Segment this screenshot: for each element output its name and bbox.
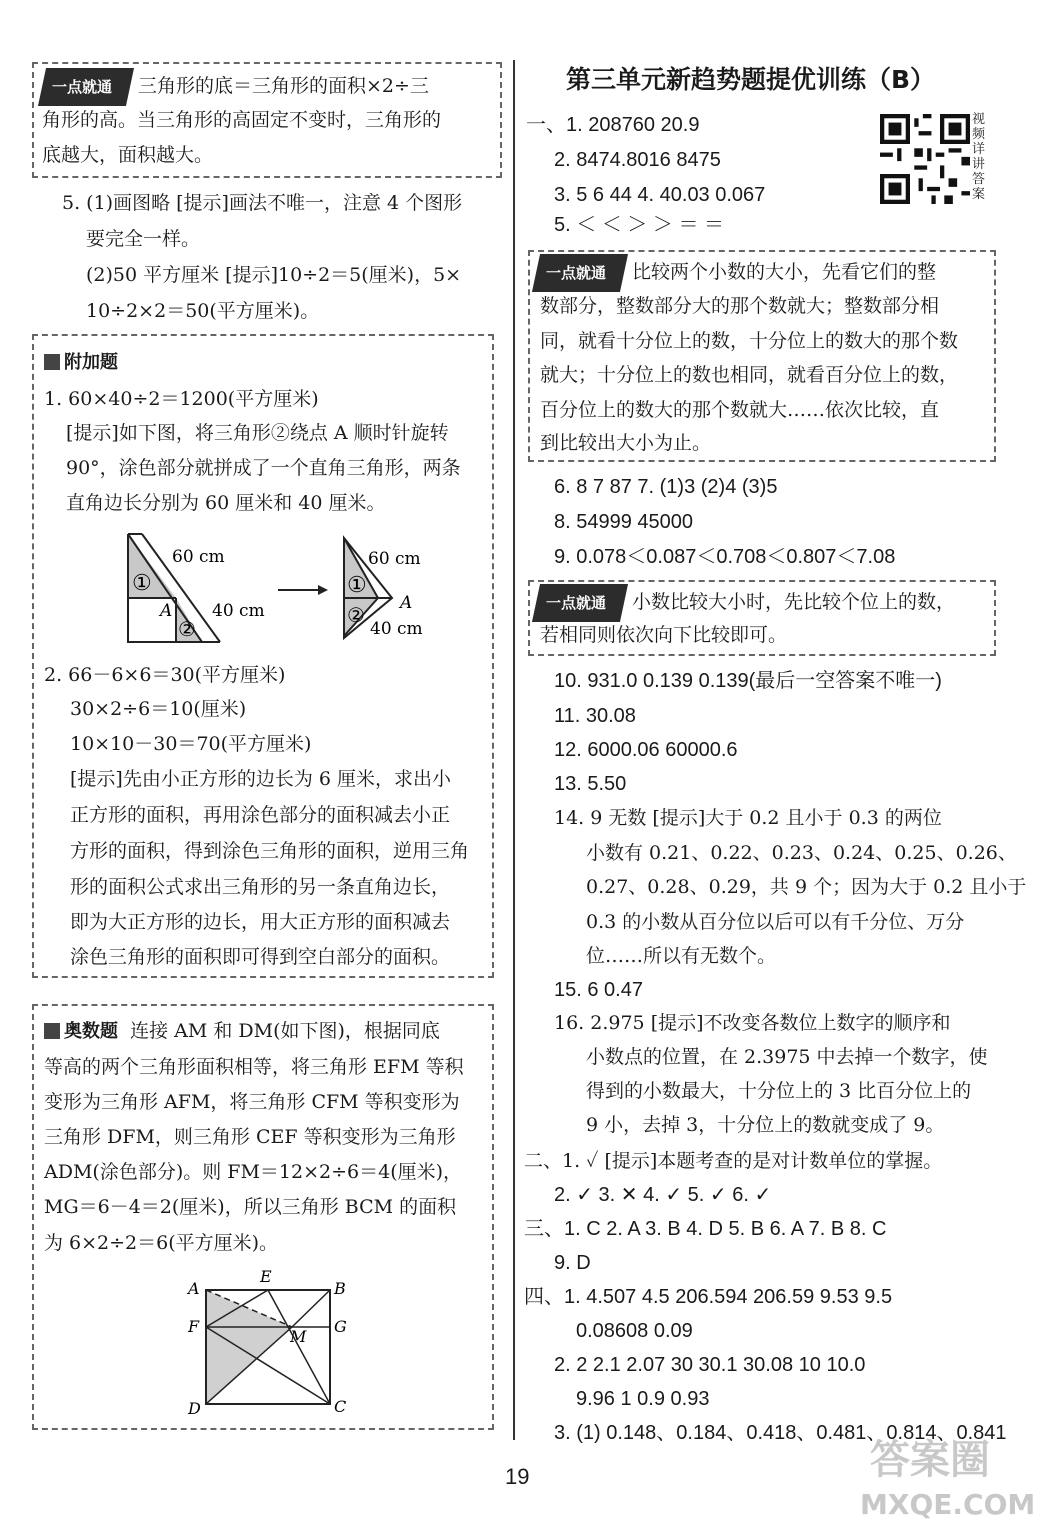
- section-square-icon: [44, 354, 60, 370]
- fig2-D: D: [188, 1399, 201, 1418]
- bonus2-line-2: 10×10－30＝70(平方厘米): [70, 733, 312, 755]
- p1c-line-2: 12. 6000.06 60000.6: [554, 739, 738, 761]
- fig1-circle-1: ①: [132, 571, 152, 596]
- tip-badge: 一点就通: [38, 68, 134, 106]
- p4-line-4: 3. (1) 0.148、0.184、0.418、0.481、0.814、0.841: [554, 1422, 1007, 1444]
- shaded-triangle-adm: [206, 1290, 292, 1404]
- olympiad-line-6: 为 6×2÷2＝6(平方厘米)。: [44, 1232, 279, 1254]
- tip-badge: 一点就通: [532, 584, 628, 622]
- p4-line-2: 2. 2 2.1 2.07 30 30.1 30.08 10 10.0: [554, 1354, 866, 1376]
- watermark-main: 答案圈: [870, 1437, 990, 1483]
- p1c-line-5: 小数有 0.21、0.22、0.23、0.24、0.25、0.26、: [586, 842, 1017, 864]
- fig2-E: E: [260, 1267, 272, 1286]
- p4-line-1: 0.08608 0.09: [576, 1320, 693, 1342]
- bonus2-line-7: 即为大正方形的边长，用大正方形的面积减去: [70, 911, 451, 933]
- fig2-G: G: [334, 1317, 347, 1336]
- bonus2-line-8: 涂色三角形的面积即可得到空白部分的面积。: [70, 946, 451, 968]
- olympiad-line-1: 等高的两个三角形面积相等，将三角形 EFM 等积: [44, 1056, 464, 1078]
- tip3-line-1: 若相同则依次向下比较即可。: [540, 624, 788, 646]
- tip2-line-2: 同，就看十分位上的数，十分位上的数大的那个数: [540, 330, 959, 352]
- tip1-line-1: 角形的高。当三角形的高固定不变时，三角形的: [42, 109, 442, 131]
- bonus1-line-0: 1. 60×40÷2＝1200(平方厘米): [44, 388, 319, 410]
- p2-line-0: 二、1. ✓ [提示]本题考查的是对计数单位的掌握。: [524, 1150, 943, 1172]
- section-square-icon: [44, 1023, 60, 1039]
- p1c-line-8: 位……所以有无数个。: [586, 945, 777, 967]
- p1-line-3: 5. ＜ ＜ ＞ ＞ ＝ ＝: [554, 214, 725, 236]
- p1c-line-9: 15. 6 0.47: [554, 979, 643, 1001]
- p2-line-1: 2. ✓ 3. ✕ 4. ✓ 5. ✓ 6. ✓: [554, 1184, 772, 1206]
- fig1r-circle-1: ①: [347, 573, 367, 598]
- olympiad-line-4: ADM(涂色部分)。则 FM＝12×2÷6＝4(厘米)，: [44, 1161, 463, 1183]
- p1b-line-0: 6. 8 7 87 7. (1)3 (2)4 (3)5: [554, 476, 778, 498]
- p1c-line-6: 0.27、0.28、0.29，共 9 个；因为大于 0.2 且小于: [586, 876, 1027, 898]
- column-divider: [513, 60, 515, 1440]
- p1b-line-2: 9. 0.078＜0.087＜0.708＜0.807＜7.08: [554, 546, 896, 568]
- p4-line-0: 四、1. 4.507 4.5 206.594 206.59 9.53 9.5: [524, 1286, 893, 1308]
- fig1r-label-A: A: [400, 593, 413, 613]
- olympiad-line-5: MG＝6－4＝2(厘米)，所以三角形 BCM 的面积: [44, 1196, 457, 1218]
- qr-caption: 视频详讲答案: [972, 112, 986, 202]
- p1c-line-11: 小数点的位置，在 2.3975 中去掉一个数字，使: [586, 1046, 988, 1068]
- fig1-label-A: A: [160, 601, 173, 621]
- p1c-line-12: 得到的小数最大，十分位上的 3 比百分位上的: [586, 1080, 972, 1102]
- p1-line-2: 3. 5 6 44 4. 40.03 0.067: [554, 184, 766, 206]
- p3-line-0: 三、1. C 2. A 3. B 4. D 5. B 6. A 7. B 8. C: [524, 1218, 887, 1240]
- square-figure: [180, 1262, 360, 1422]
- bonus1-line-3: 直角边长分别为 60 厘米和 40 厘米。: [66, 492, 386, 514]
- fig2-A: A: [188, 1279, 200, 1298]
- bonus2-line-0: 2. 66－6×6＝30(平方厘米): [44, 664, 286, 686]
- bonus2-line-6: 形的面积公式求出三角形的另一条直角边长，: [70, 876, 451, 898]
- fig2-B: B: [334, 1279, 346, 1298]
- q5-line-2: (2)50 平方厘米 [提示]10÷2＝5(厘米)，5×: [86, 264, 462, 286]
- p4-line-3: 9.96 1 0.9 0.93: [576, 1388, 710, 1410]
- p1c-line-7: 0.3 的小数从百分位以后可以有千分位、万分: [586, 911, 965, 933]
- fig1-label-60: 60 cm: [172, 547, 225, 567]
- tip2-line-1: 数部分，整数部分大的那个数就大；整数部分相: [540, 295, 940, 317]
- fig1r-label-40: 40 cm: [370, 619, 423, 639]
- olympiad-line-0: 奥数题 连接 AM 和 DM(如下图)，根据同底: [44, 1014, 440, 1049]
- fig2-C: C: [334, 1397, 347, 1416]
- fig1r-circle-2: ②: [347, 603, 365, 627]
- bonus2-line-3: [提示]先由小正方形的边长为 6 厘米，求出小: [70, 768, 451, 790]
- p1c-line-13: 9 小，去掉 3，十分位上的数就变成了 9。: [586, 1114, 945, 1136]
- p1c-line-3: 13. 5.50: [554, 773, 627, 795]
- tip2-line-4: 百分位上的数大的那个数就大……依次比较，直: [540, 399, 940, 421]
- qr-code-icon: [880, 114, 970, 204]
- p1-line-1: 2. 8474.8016 8475: [554, 149, 721, 171]
- tip2-line-3: 就大；十分位上的数也相同，就看百分位上的数，: [540, 364, 959, 386]
- q5-line-0: 5. (1)画图略 [提示]画法不唯一，注意 4 个图形: [62, 192, 463, 214]
- olympiad-title: 奥数题: [44, 1021, 118, 1042]
- fig2-F: F: [188, 1317, 200, 1336]
- p1c-line-0: 10. 931.0 0.139 0.139(最后一空答案不唯一): [554, 670, 942, 692]
- section-title: 第三单元新趋势题提优训练（B）: [566, 65, 936, 94]
- q5-line-3: 10÷2×2＝50(平方厘米)。: [86, 300, 320, 322]
- rotation-figure: [120, 528, 440, 653]
- p1b-line-1: 8. 54999 45000: [554, 511, 694, 533]
- q5-line-1: 要完全一样。: [86, 228, 201, 250]
- bonus2-line-4: 正方形的面积，再用涂色部分的面积减去小正: [70, 804, 451, 826]
- olympiad-line-3: 三角形 DFM，则三角形 CEF 等积变形为三角形: [44, 1126, 456, 1148]
- p1c-line-10: 16. 2.975 [提示]不改变各数位上数字的顺序和: [554, 1012, 951, 1034]
- tip3-line-0: 一点就通 小数比较大小时，先比较个位上的数，: [536, 584, 955, 622]
- p3-line-1: 9. D: [554, 1252, 591, 1274]
- bonus2-line-1: 30×2÷6＝10(厘米): [70, 698, 247, 720]
- olympiad-line-2: 变形为三角形 AFM，将三角形 CFM 等积变形为: [44, 1091, 460, 1113]
- bonus2-line-5: 方形的面积，得到涂色三角形的面积，逆用三角: [70, 840, 470, 862]
- tip1-line-0: 一点就通 三角形的底＝三角形的面积×2÷三: [42, 68, 429, 106]
- page-number: 19: [505, 1464, 530, 1489]
- tip2-line-0: 一点就通 比较两个小数的大小，先看它们的整: [536, 254, 936, 292]
- p1c-line-4: 14. 9 无数 [提示]大于 0.2 且小于 0.3 的两位: [554, 807, 942, 829]
- bonus1-line-2: 90°，涂色部分就拼成了一个直角三角形，两条: [66, 457, 461, 479]
- bonus1-line-1: [提示]如下图，将三角形②绕点 A 顺时针旋转: [66, 422, 449, 444]
- tip1-line-2: 底越大，面积越大。: [42, 144, 214, 166]
- arrow-head: [318, 585, 328, 595]
- fig2-M: M: [290, 1327, 307, 1346]
- tip2-line-5: 到比较出大小为止。: [540, 432, 712, 454]
- fig1-label-40: 40 cm: [212, 601, 265, 621]
- tip-badge: 一点就通: [532, 254, 628, 292]
- watermark-url: MXQE.COM: [860, 1488, 1036, 1521]
- p1c-line-1: 11. 30.08: [554, 705, 636, 727]
- fig1-circle-2: ②: [178, 617, 196, 641]
- fig1r-label-60: 60 cm: [368, 549, 421, 569]
- bonus-title: 附加题: [44, 348, 118, 374]
- p1-line-0: 一、1. 208760 20.9: [526, 114, 700, 136]
